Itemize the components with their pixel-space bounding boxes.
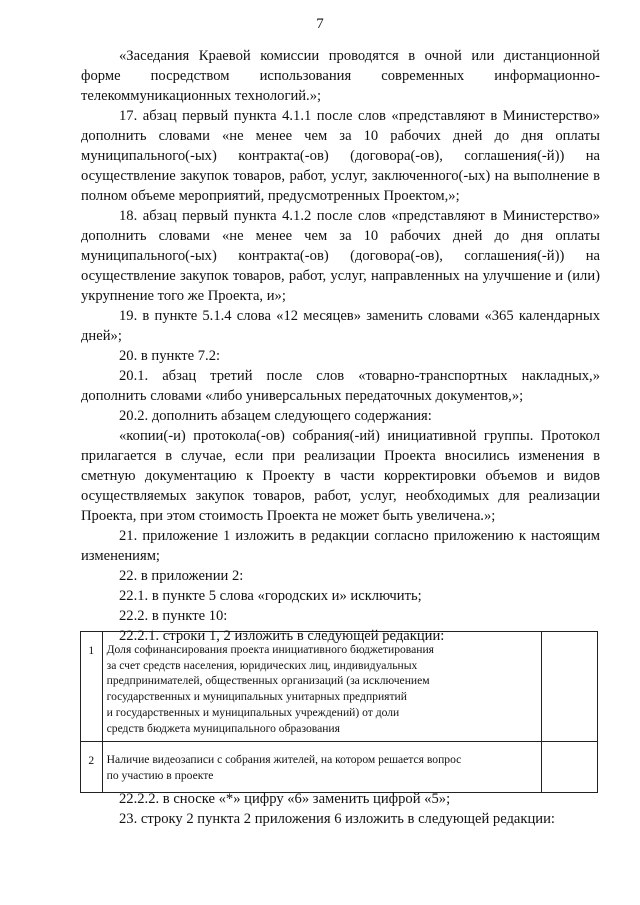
row-line: предпринимателей, общественных организаций (за исключением <box>106 674 430 688</box>
table-row <box>81 632 598 742</box>
table-row <box>81 742 598 792</box>
row-value <box>542 742 598 792</box>
row-description <box>102 742 542 792</box>
paragraph-19: 19. в пункте 5.1.4 слова «12 месяцев» заменить словами «365 календарных дней»; <box>81 308 600 344</box>
row-description <box>102 632 542 742</box>
row-line: и государственных и муниципальных учреждений) от доли <box>106 705 400 719</box>
row-line: Доля софинансирования проекта инициативного бюджетирования <box>106 643 435 656</box>
paragraph-22-2: 22.2. в пункте 10: <box>119 608 228 624</box>
text-after-table <box>81 789 600 829</box>
paragraph-20: 20. в пункте 7.2: <box>119 348 221 364</box>
paragraph-21: 21. приложение 1 изложить в редакции согласно приложению к настоящим изменениям; <box>81 528 600 564</box>
paragraph-17: 17. абзац первый пункта 4.1.1 после слов «представляют в Министерство» дополнить словами «не менее чем за 10 рабочих дней до дня оплаты муниципального(-ых) контракта(-ов) (договора(-ов), соглашения(-й)) на осуществление закупок товаров, работ, услуг, заключенного(-ых) на выполнение в полном объеме мероприятий, предусмотренных Проектом,»; <box>81 108 600 204</box>
row-line: средств бюджета муниципального образования <box>106 721 340 735</box>
paragraph-1: «Заседания Краевой комиссии проводятся в очной или дистанционной форме посредством использования современных информационно-телекоммуникационных технологий.»; <box>81 48 600 104</box>
row-line: по участию в проекте <box>106 768 214 782</box>
paragraph-22-2-1: 22.2.1. строки 1, 2 изложить в следующей редакции: <box>119 628 445 644</box>
row-line: государственных и муниципальных унитарных предприятий <box>106 690 407 704</box>
paragraph-18: 18. абзац первый пункта 4.1.2 после слов «представляют в Министерство» дополнить словами «не менее чем за 10 рабочих дней до дня оплаты муниципального(-ых) контракта(-ов) (договора(-ов), соглашения(-й)) на осуществление закупок товаров, работ, услуг, направленных на улучшение и (или) укрупнение того же Проекта, и»; <box>81 208 600 304</box>
paragraph-20-2: 20.2. дополнить абзацем следующего содержания: <box>119 408 432 424</box>
row-number: 2 <box>81 742 103 792</box>
criteria-table <box>80 631 598 793</box>
row-line: за счет средств населения, юридических лиц, индивидуальных <box>106 658 418 672</box>
row-line: Наличие видеозаписи с собрания жителей, на котором решается вопрос <box>106 753 462 767</box>
paragraph-23: 23. строку 2 пункта 2 приложения 6 изложить в следующей редакции: <box>119 811 555 827</box>
row-number: 1 <box>81 632 103 742</box>
page-number: 7 <box>316 16 324 32</box>
paragraph-22-2-2: 22.2.2. в сноске «*» цифру «6» заменить цифрой «5»; <box>119 791 451 807</box>
body-text <box>81 46 600 646</box>
row-value <box>542 632 598 742</box>
paragraph-20-1: 20.1. абзац третий после слов «товарно-транспортных накладных,» дополнить словами «либо универсальных передаточных документов,»; <box>81 368 600 404</box>
paragraph-22-1: 22.1. в пункте 5 слова «городских и» исключить; <box>119 588 422 604</box>
paragraph-20-2-quote: «копии(-и) протокола(-ов) собрания(-ий) инициативной группы. Протокол прилагается в случае, если при реализации Проекта вносились изменения в сметную документацию к Проекту в части корректировки объемов и видов осуществляемых закупок товаров, работ, услуг, необходимых для реализации Проекта, при этом стоимость Проекта не может быть увеличена.»; <box>81 428 600 524</box>
paragraph-22: 22. в приложении 2: <box>119 568 244 584</box>
